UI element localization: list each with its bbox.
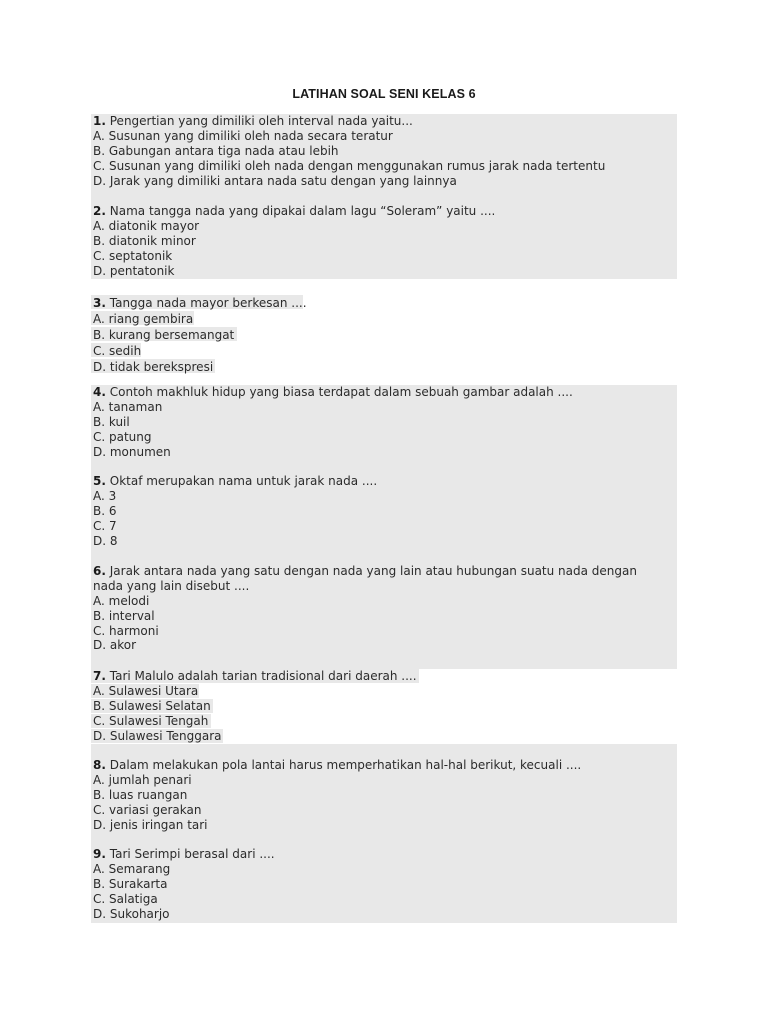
question-3 <box>93 295 307 375</box>
question-2 <box>93 204 495 278</box>
question-stem <box>93 564 637 579</box>
answer-option: D. 8 <box>93 533 118 548</box>
answer-option: A. riang gembira <box>93 312 194 326</box>
question-stem <box>93 847 275 862</box>
question-number: 8. <box>93 758 106 772</box>
answer-option: C. septatonik <box>93 248 173 263</box>
question-text: Tangga nada mayor berkesan .... <box>109 296 307 310</box>
answer-option: B. diatonik minor <box>93 233 196 248</box>
question-number: 4. <box>93 385 106 399</box>
question-text: Oktaf merupakan nama untuk jarak nada .... <box>109 474 378 488</box>
answer-option: C. variasi gerakan <box>93 802 202 817</box>
question-stem <box>93 114 605 129</box>
question-text: Dalam melakukan pola lantai harus memperhatikan hal-hal berikut, kecuali .... <box>109 758 582 772</box>
answer-option: B. Surakarta <box>93 876 168 891</box>
answer-option: D. akor <box>93 638 137 653</box>
answer-option: D. pentatonik <box>93 263 175 278</box>
question-number: 1. <box>93 114 106 128</box>
answer-option: B. interval <box>93 608 155 623</box>
question-stem <box>93 758 581 773</box>
answer-option: C. 7 <box>93 518 117 533</box>
question-stem <box>93 295 307 311</box>
question-stem <box>93 474 377 489</box>
question-7 <box>93 669 417 743</box>
answer-option: A. diatonik mayor <box>93 218 200 233</box>
answer-option: D. Sulawesi Tenggara <box>93 728 222 743</box>
answer-option: C. Susunan yang dimiliki oleh nada dengan menggunakan rumus jarak nada tertentu <box>93 158 606 173</box>
answer-option: D. jenis iringan tari <box>93 817 208 832</box>
question-number: 6. <box>93 564 106 578</box>
question-5 <box>93 474 377 548</box>
answer-option: A. jumlah penari <box>93 772 192 787</box>
answer-option: C. harmoni <box>93 623 159 638</box>
answer-option: C. sedih <box>93 344 142 358</box>
page-title: LATIHAN SOAL SENI KELAS 6 <box>292 87 476 101</box>
answer-option: D. Jarak yang dimiliki antara nada satu dengan yang lainnya <box>93 173 457 188</box>
answer-option: B. 6 <box>93 503 117 518</box>
question-text: Contoh makhluk hidup yang biasa terdapat dalam sebuah gambar adalah .... <box>109 385 573 399</box>
question-number: 5. <box>93 474 106 488</box>
question-number: 7. <box>93 669 106 683</box>
answer-option: C. Sulawesi Tengah <box>93 713 209 728</box>
answer-option: A. tanaman <box>93 399 163 414</box>
answer-option: A. Susunan yang dimiliki oleh nada secara teratur <box>93 128 393 143</box>
question-number: 9. <box>93 847 106 861</box>
answer-option: A. 3 <box>93 488 117 503</box>
answer-option: B. Gabungan antara tiga nada atau lebih <box>93 143 339 158</box>
answer-option: A. melodi <box>93 593 150 608</box>
answer-option: B. luas ruangan <box>93 787 188 802</box>
question-stem <box>93 669 417 684</box>
answer-option: C. patung <box>93 429 152 444</box>
question-text: Nama tangga nada yang dipakai dalam lagu “Soleram” yaitu .... <box>109 204 496 218</box>
answer-option: A. Sulawesi Utara <box>93 683 199 698</box>
answer-option: C. Salatiga <box>93 891 158 906</box>
question-stem <box>93 204 495 219</box>
question-text: Pengertian yang dimiliki oleh interval nada yaitu... <box>109 114 413 128</box>
question-text-continued: nada yang lain disebut .... <box>93 578 250 593</box>
answer-option: D. monumen <box>93 444 171 459</box>
question-8 <box>93 758 581 832</box>
question-stem <box>93 385 573 400</box>
question-text: Jarak antara nada yang satu dengan nada yang lain atau hubungan suatu nada dengan <box>109 564 637 578</box>
answer-option: D. Sukoharjo <box>93 906 170 921</box>
question-1 <box>93 114 605 188</box>
answer-option: D. tidak berekspresi <box>93 360 214 374</box>
question-text: Tari Malulo adalah tarian tradisional dari daerah .... <box>109 669 417 683</box>
question-text: Tari Serimpi berasal dari .... <box>109 847 275 861</box>
question-4 <box>93 385 573 459</box>
question-6 <box>93 564 637 653</box>
answer-option: B. kuil <box>93 414 130 429</box>
question-number: 3. <box>93 296 106 310</box>
question-number: 2. <box>93 204 106 218</box>
answer-option: B. kurang bersemangat <box>93 328 235 342</box>
answer-option: A. Semarang <box>93 861 171 876</box>
answer-option: B. Sulawesi Selatan <box>93 698 211 713</box>
question-9 <box>93 847 275 921</box>
